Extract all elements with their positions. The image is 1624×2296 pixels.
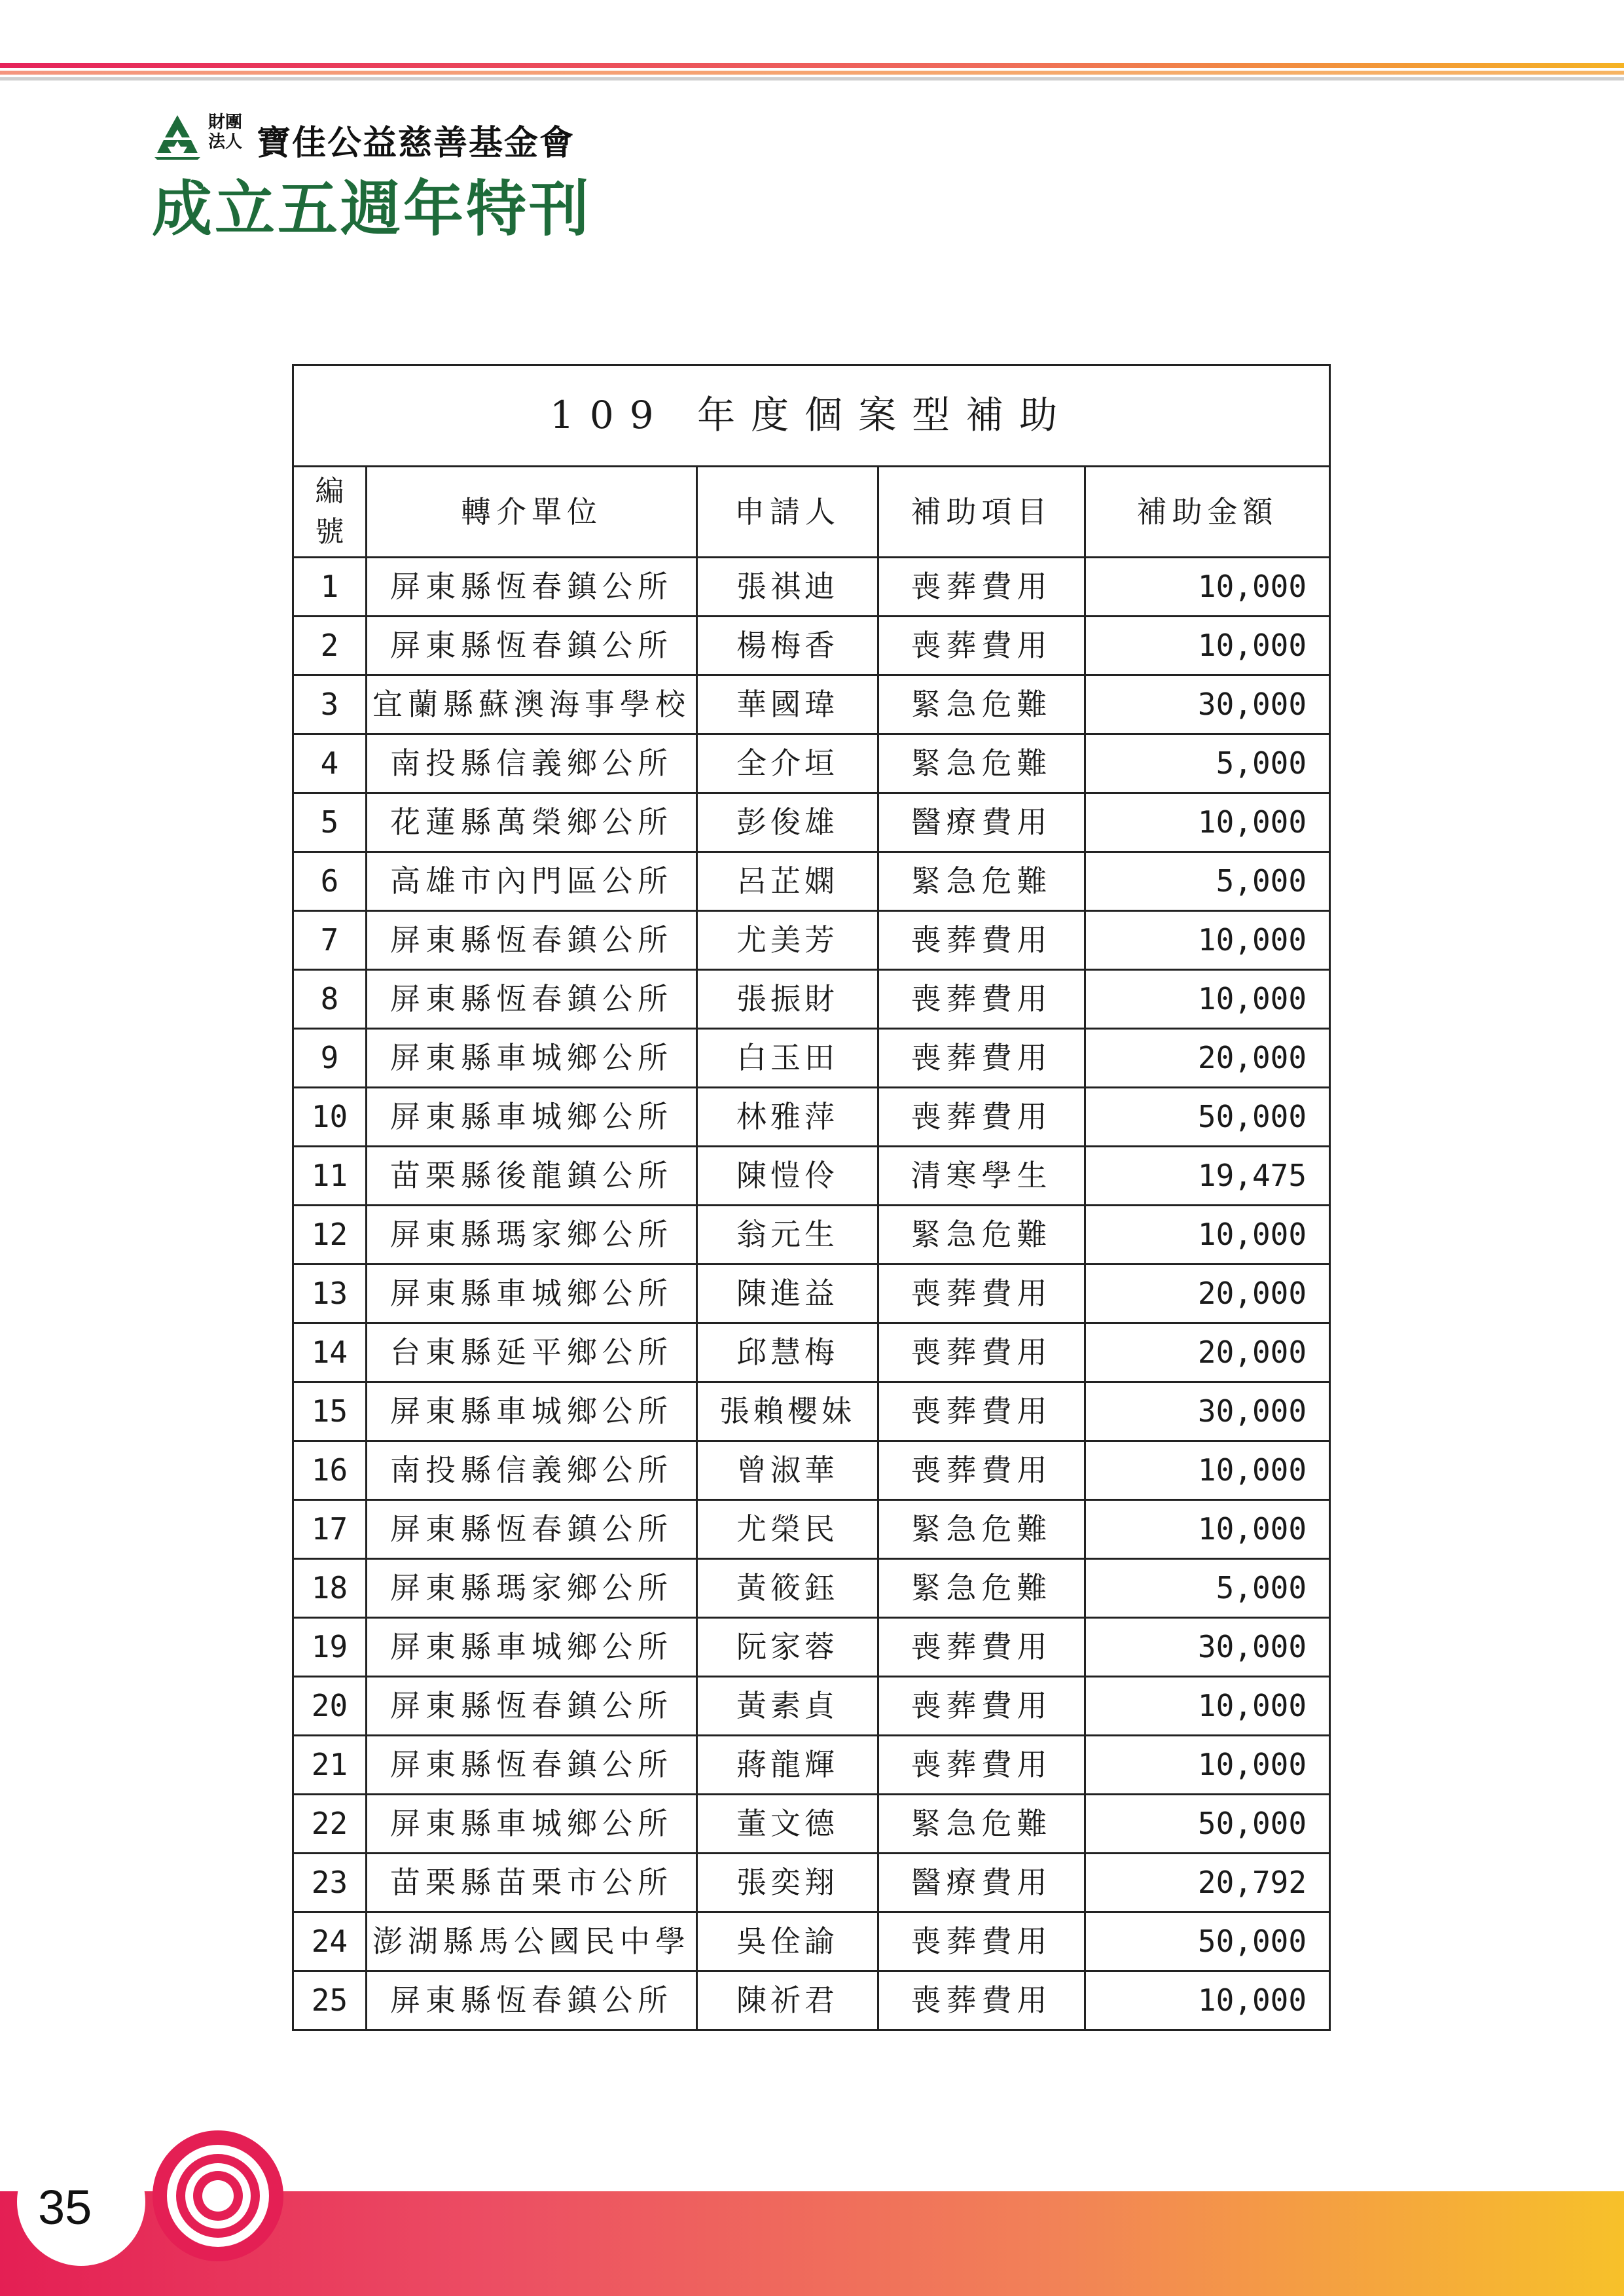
cell-amount: 10,000 xyxy=(1085,1206,1330,1265)
cell-no: 5 xyxy=(293,793,367,852)
cell-applicant: 陳愷伶 xyxy=(697,1147,878,1206)
cell-amount: 20,000 xyxy=(1085,1029,1330,1088)
cell-applicant: 董文德 xyxy=(697,1795,878,1854)
cell-no: 19 xyxy=(293,1618,367,1677)
cell-no: 23 xyxy=(293,1854,367,1912)
cell-no: 12 xyxy=(293,1206,367,1265)
table-row xyxy=(293,911,1330,970)
concentric-circles-icon xyxy=(149,2127,287,2265)
cell-no: 20 xyxy=(293,1677,367,1736)
header-no: 編 號 xyxy=(293,467,367,558)
cell-amount: 10,000 xyxy=(1085,911,1330,970)
cell-grant-item: 喪葬費用 xyxy=(878,1736,1085,1795)
legal-form-label: 財團法人 xyxy=(208,113,243,152)
cell-referral-unit: 苗栗縣苗栗市公所 xyxy=(367,1854,697,1912)
cell-referral-unit: 屏東縣恆春鎮公所 xyxy=(367,911,697,970)
table-row xyxy=(293,1382,1330,1441)
table-row xyxy=(293,1971,1330,2030)
table-row xyxy=(293,1088,1330,1147)
cell-applicant: 彭俊雄 xyxy=(697,793,878,852)
cell-referral-unit: 屏東縣瑪家鄉公所 xyxy=(367,1206,697,1265)
table-row xyxy=(293,793,1330,852)
cell-applicant: 黃素貞 xyxy=(697,1677,878,1736)
table-row xyxy=(293,1677,1330,1736)
table-row xyxy=(293,675,1330,734)
cell-grant-item: 緊急危難 xyxy=(878,734,1085,793)
table-row xyxy=(293,1854,1330,1912)
cell-applicant: 尤美芳 xyxy=(697,911,878,970)
cell-referral-unit: 屏東縣車城鄉公所 xyxy=(367,1088,697,1147)
cell-referral-unit: 屏東縣恆春鎮公所 xyxy=(367,970,697,1029)
publication-header xyxy=(152,110,610,244)
table-row xyxy=(293,1147,1330,1206)
table-row xyxy=(293,1500,1330,1559)
cell-grant-item: 緊急危難 xyxy=(878,1500,1085,1559)
cell-referral-unit: 屏東縣恆春鎮公所 xyxy=(367,1971,697,2030)
cell-applicant: 張奕翔 xyxy=(697,1854,878,1912)
stripe-red xyxy=(0,63,1624,68)
cell-no: 17 xyxy=(293,1500,367,1559)
page-number: 35 xyxy=(38,2180,92,2234)
table-title: 109 年度個案型補助 xyxy=(293,365,1330,467)
cell-grant-item: 喪葬費用 xyxy=(878,911,1085,970)
cell-no: 14 xyxy=(293,1323,367,1382)
cell-referral-unit: 高雄市內門區公所 xyxy=(367,852,697,911)
cell-referral-unit: 苗栗縣後龍鎮公所 xyxy=(367,1147,697,1206)
table-row xyxy=(293,1265,1330,1323)
cell-referral-unit: 屏東縣車城鄉公所 xyxy=(367,1029,697,1088)
cell-applicant: 林雅萍 xyxy=(697,1088,878,1147)
cell-applicant: 張振財 xyxy=(697,970,878,1029)
cell-referral-unit: 屏東縣車城鄉公所 xyxy=(367,1382,697,1441)
cell-grant-item: 緊急危難 xyxy=(878,1559,1085,1618)
table-row xyxy=(293,1323,1330,1382)
cell-amount: 10,000 xyxy=(1085,617,1330,675)
cell-referral-unit: 屏東縣車城鄉公所 xyxy=(367,1618,697,1677)
cell-applicant: 全介垣 xyxy=(697,734,878,793)
header-applicant: 申請人 xyxy=(697,467,878,558)
stripe-gray xyxy=(0,77,1624,81)
cell-applicant: 吳佺諭 xyxy=(697,1912,878,1971)
cell-amount: 10,000 xyxy=(1085,1441,1330,1500)
cell-grant-item: 緊急危難 xyxy=(878,1795,1085,1854)
cell-no: 25 xyxy=(293,1971,367,2030)
cell-grant-item: 緊急危難 xyxy=(878,675,1085,734)
table-row xyxy=(293,1559,1330,1618)
cell-no: 21 xyxy=(293,1736,367,1795)
cell-amount: 50,000 xyxy=(1085,1088,1330,1147)
cell-grant-item: 喪葬費用 xyxy=(878,1029,1085,1088)
cell-amount: 20,792 xyxy=(1085,1854,1330,1912)
cell-no: 8 xyxy=(293,970,367,1029)
cell-amount: 19,475 xyxy=(1085,1147,1330,1206)
cell-grant-item: 喪葬費用 xyxy=(878,1618,1085,1677)
cell-no: 24 xyxy=(293,1912,367,1971)
table-body xyxy=(293,558,1330,2030)
cell-applicant: 翁元生 xyxy=(697,1206,878,1265)
cell-applicant: 呂芷嫻 xyxy=(697,852,878,911)
table-row xyxy=(293,734,1330,793)
cell-applicant: 陳進益 xyxy=(697,1265,878,1323)
cell-grant-item: 緊急危難 xyxy=(878,1206,1085,1265)
cell-grant-item: 喪葬費用 xyxy=(878,1088,1085,1147)
cell-grant-item: 清寒學生 xyxy=(878,1147,1085,1206)
cell-referral-unit: 澎湖縣馬公國民中學 xyxy=(367,1912,697,1971)
header-item: 補助項目 xyxy=(878,467,1085,558)
cell-no: 16 xyxy=(293,1441,367,1500)
cell-applicant: 張賴櫻妹 xyxy=(697,1382,878,1441)
cell-grant-item: 喪葬費用 xyxy=(878,1677,1085,1736)
header-amount: 補助金額 xyxy=(1085,467,1330,558)
cell-applicant: 白玉田 xyxy=(697,1029,878,1088)
table-row xyxy=(293,617,1330,675)
cell-no: 7 xyxy=(293,911,367,970)
table-header-row xyxy=(293,467,1330,558)
cell-no: 2 xyxy=(293,617,367,675)
table-row xyxy=(293,1441,1330,1500)
cell-grant-item: 喪葬費用 xyxy=(878,558,1085,617)
table-row xyxy=(293,970,1330,1029)
cell-amount: 10,000 xyxy=(1085,793,1330,852)
cell-grant-item: 喪葬費用 xyxy=(878,617,1085,675)
table-row xyxy=(293,1618,1330,1677)
cell-grant-item: 緊急危難 xyxy=(878,852,1085,911)
cell-no: 4 xyxy=(293,734,367,793)
cell-amount: 10,000 xyxy=(1085,970,1330,1029)
cell-amount: 5,000 xyxy=(1085,1559,1330,1618)
cell-referral-unit: 屏東縣恆春鎮公所 xyxy=(367,1500,697,1559)
table-row xyxy=(293,1912,1330,1971)
cell-amount: 20,000 xyxy=(1085,1265,1330,1323)
cell-referral-unit: 屏東縣恆春鎮公所 xyxy=(367,1677,697,1736)
cell-amount: 30,000 xyxy=(1085,675,1330,734)
cell-applicant: 華國瑋 xyxy=(697,675,878,734)
top-decorative-stripes xyxy=(0,63,1624,85)
cell-referral-unit: 屏東縣恆春鎮公所 xyxy=(367,1736,697,1795)
cell-no: 6 xyxy=(293,852,367,911)
cell-no: 18 xyxy=(293,1559,367,1618)
cell-grant-item: 喪葬費用 xyxy=(878,1971,1085,2030)
cell-amount: 50,000 xyxy=(1085,1912,1330,1971)
organization-name: 寶佳公益慈善基金會 xyxy=(257,124,575,163)
cell-amount: 5,000 xyxy=(1085,734,1330,793)
cell-grant-item: 醫療費用 xyxy=(878,793,1085,852)
cell-referral-unit: 屏東縣車城鄉公所 xyxy=(367,1265,697,1323)
cell-applicant: 阮家蓉 xyxy=(697,1618,878,1677)
cell-applicant: 蔣龍輝 xyxy=(697,1736,878,1795)
grant-table xyxy=(292,364,1331,2031)
cell-grant-item: 喪葬費用 xyxy=(878,1382,1085,1441)
cell-amount: 10,000 xyxy=(1085,1736,1330,1795)
cell-no: 3 xyxy=(293,675,367,734)
cell-referral-unit: 屏東縣恆春鎮公所 xyxy=(367,617,697,675)
stripe-orange xyxy=(0,71,1624,75)
cell-amount: 5,000 xyxy=(1085,852,1330,911)
table-row xyxy=(293,852,1330,911)
cell-applicant: 張祺迪 xyxy=(697,558,878,617)
cell-no: 15 xyxy=(293,1382,367,1441)
cell-applicant: 尤榮民 xyxy=(697,1500,878,1559)
cell-applicant: 曾淑華 xyxy=(697,1441,878,1500)
cell-no: 1 xyxy=(293,558,367,617)
header-unit: 轉介單位 xyxy=(367,467,697,558)
cell-amount: 50,000 xyxy=(1085,1795,1330,1854)
cell-grant-item: 喪葬費用 xyxy=(878,1441,1085,1500)
table-row xyxy=(293,558,1330,617)
cell-no: 10 xyxy=(293,1088,367,1147)
cell-referral-unit: 花蓮縣萬榮鄉公所 xyxy=(367,793,697,852)
cell-no: 22 xyxy=(293,1795,367,1854)
cell-grant-item: 喪葬費用 xyxy=(878,1912,1085,1971)
table-row xyxy=(293,1795,1330,1854)
cell-amount: 10,000 xyxy=(1085,558,1330,617)
cell-no: 13 xyxy=(293,1265,367,1323)
cell-no: 9 xyxy=(293,1029,367,1088)
cell-amount: 20,000 xyxy=(1085,1323,1330,1382)
cell-grant-item: 喪葬費用 xyxy=(878,1323,1085,1382)
cell-grant-item: 喪葬費用 xyxy=(878,970,1085,1029)
cell-applicant: 黃筱鈺 xyxy=(697,1559,878,1618)
cell-amount: 10,000 xyxy=(1085,1677,1330,1736)
table-row xyxy=(293,1736,1330,1795)
cell-amount: 30,000 xyxy=(1085,1382,1330,1441)
cell-applicant: 楊梅香 xyxy=(697,617,878,675)
table-row xyxy=(293,1029,1330,1088)
cell-grant-item: 喪葬費用 xyxy=(878,1265,1085,1323)
cell-referral-unit: 屏東縣車城鄉公所 xyxy=(367,1795,697,1854)
cell-referral-unit: 南投縣信義鄉公所 xyxy=(367,1441,697,1500)
cell-referral-unit: 台東縣延平鄉公所 xyxy=(367,1323,697,1382)
cell-referral-unit: 南投縣信義鄉公所 xyxy=(367,734,697,793)
cell-grant-item: 醫療費用 xyxy=(878,1854,1085,1912)
cell-no: 11 xyxy=(293,1147,367,1206)
cell-referral-unit: 屏東縣瑪家鄉公所 xyxy=(367,1559,697,1618)
table-row xyxy=(293,1206,1330,1265)
cell-amount: 10,000 xyxy=(1085,1500,1330,1559)
cell-applicant: 邱慧梅 xyxy=(697,1323,878,1382)
cell-referral-unit: 宜蘭縣蘇澳海事學校 xyxy=(367,675,697,734)
cell-referral-unit: 屏東縣恆春鎮公所 xyxy=(367,558,697,617)
cell-amount: 30,000 xyxy=(1085,1618,1330,1677)
cell-applicant: 陳祈君 xyxy=(697,1971,878,2030)
issue-title: 成立五週年特刊 xyxy=(152,173,592,244)
foundation-logo-icon xyxy=(152,114,203,161)
cell-amount: 10,000 xyxy=(1085,1971,1330,2030)
